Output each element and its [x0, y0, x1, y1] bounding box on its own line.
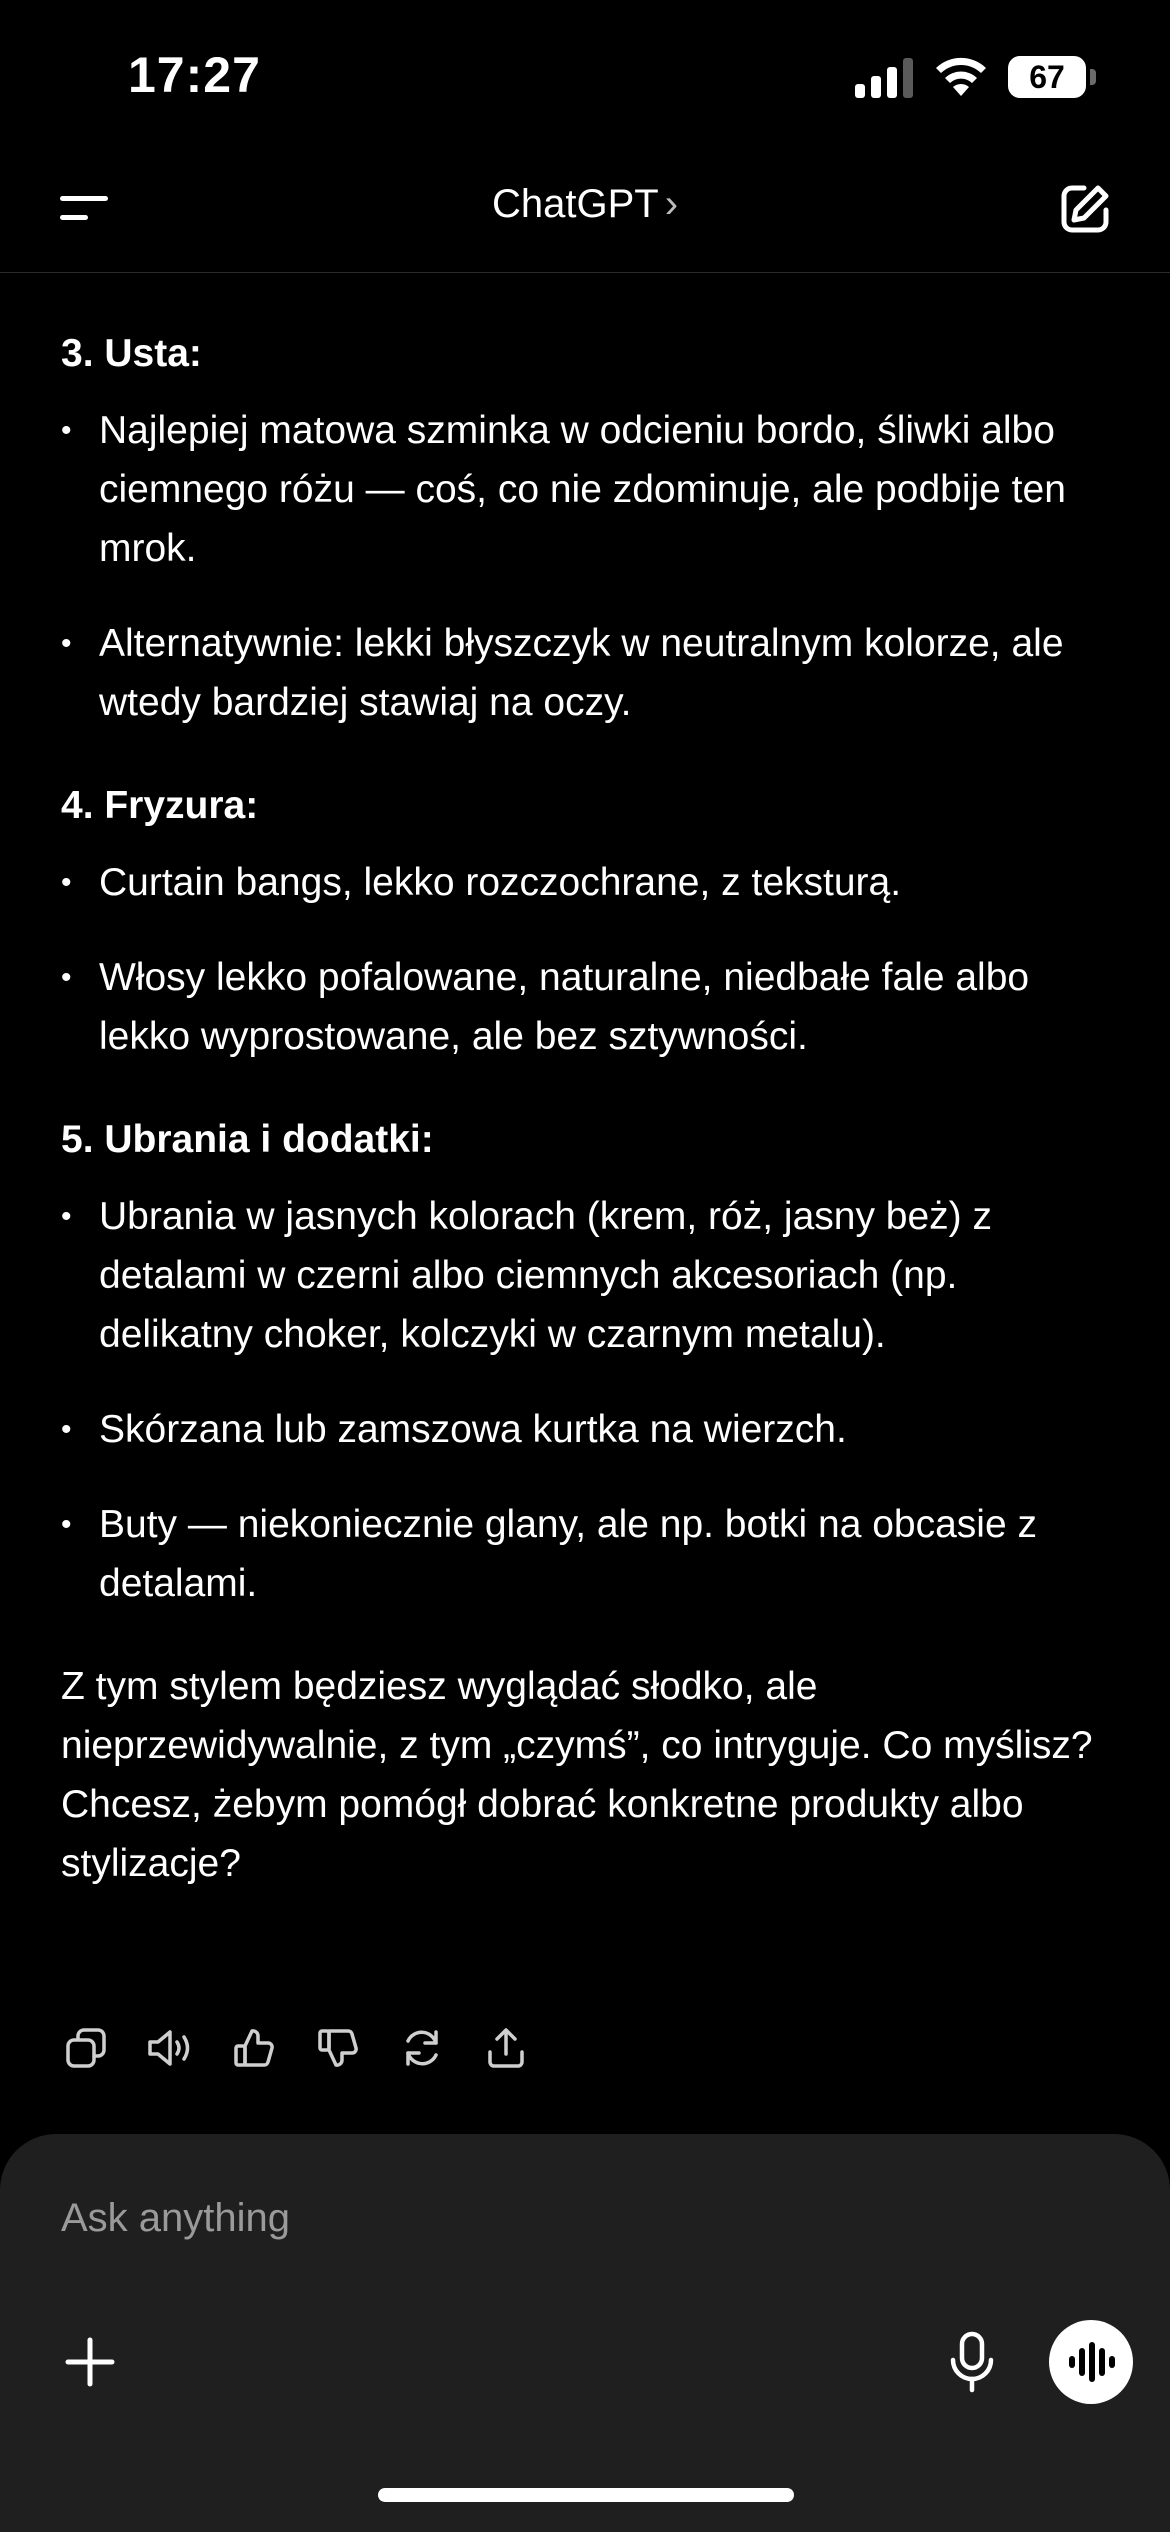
audio-waveform-icon [1066, 2342, 1116, 2382]
voice-mode-button[interactable] [1049, 2320, 1133, 2404]
chevron-right-icon: › [664, 182, 679, 226]
read-aloud-icon [146, 2026, 194, 2070]
closing-paragraph: Z tym stylem będziesz wyglądać słodko, ale nieprzewidywalnie, z tym „czymś”, co intryguje. Co myślisz? Chcesz, żebym pomógł dobrać konkretne produkty albo stylizacje? [61, 1665, 1093, 1885]
thumbs-down-icon [316, 2026, 360, 2070]
thumbs-up-icon [232, 2026, 276, 2070]
list-item: • Najlepiej matowa szminka w odcieniu bordo, śliwki albo ciemnego różu — coś, co nie zdominuje, ale podbije ten mrok. [61, 401, 1121, 578]
list-item: • Curtain bangs, lekko rozczochrane, z teksturą. [61, 853, 1121, 912]
ask-input[interactable] [61, 2196, 961, 2241]
regenerate-button[interactable] [394, 2020, 450, 2076]
share-button[interactable] [478, 2020, 534, 2076]
battery-indicator [1008, 56, 1094, 98]
model-selector[interactable] [0, 182, 1170, 227]
thumbs-down-button[interactable] [310, 2020, 366, 2076]
section-heading: 5. Ubrania i dodatki: [61, 1118, 434, 1161]
assistant-message [61, 300, 1121, 1893]
section-heading: 4. Fryzura: [61, 784, 259, 827]
plus-icon[interactable] [58, 2330, 122, 2394]
bullet-list [61, 401, 1121, 732]
app-header [0, 150, 1170, 273]
home-indicator [378, 2488, 794, 2502]
list-item: • Ubrania w jasnych kolorach (krem, róż, jasny beż) z detalami w czerni albo ciemnych akcesoriach (np. delikatny choker, kolczyki w czarnym metalu). [61, 1187, 1121, 1364]
microphone-icon[interactable] [940, 2328, 1004, 2396]
status-time: 17:27 [128, 47, 261, 103]
list-item: • Skórzana lub zamszowa kurtka na wierzch. [61, 1400, 1121, 1459]
new-chat-icon[interactable] [1058, 182, 1112, 236]
regenerate-icon [400, 2026, 444, 2070]
composer [0, 2134, 1170, 2532]
share-icon [484, 2026, 528, 2070]
section-heading: 3. Usta: [61, 332, 202, 375]
list-item: • Buty — niekoniecznie glany, ale np. botki na obcasie z detalami. [61, 1495, 1121, 1613]
copy-button[interactable] [58, 2020, 114, 2076]
wifi-icon [933, 54, 989, 98]
battery-tip [1090, 69, 1096, 85]
read-aloud-button[interactable] [142, 2020, 198, 2076]
bullet-list [61, 853, 1121, 1066]
status-bar [0, 0, 1170, 150]
copy-icon [64, 2026, 108, 2070]
list-item: • Włosy lekko pofalowane, naturalne, niedbałe fale albo lekko wyprostowane, ale bez sztywności. [61, 948, 1121, 1066]
list-item: • Alternatywnie: lekki błyszczyk w neutralnym kolorze, ale wtedy bardziej stawiaj na oczy. [61, 614, 1121, 732]
message-actions [58, 2020, 534, 2080]
bullet-list [61, 1187, 1121, 1613]
battery-level: 67 [1029, 59, 1065, 95]
header-title: ChatGPT [491, 182, 659, 226]
thumbs-up-button[interactable] [226, 2020, 282, 2076]
cellular-signal-icon [855, 58, 915, 98]
